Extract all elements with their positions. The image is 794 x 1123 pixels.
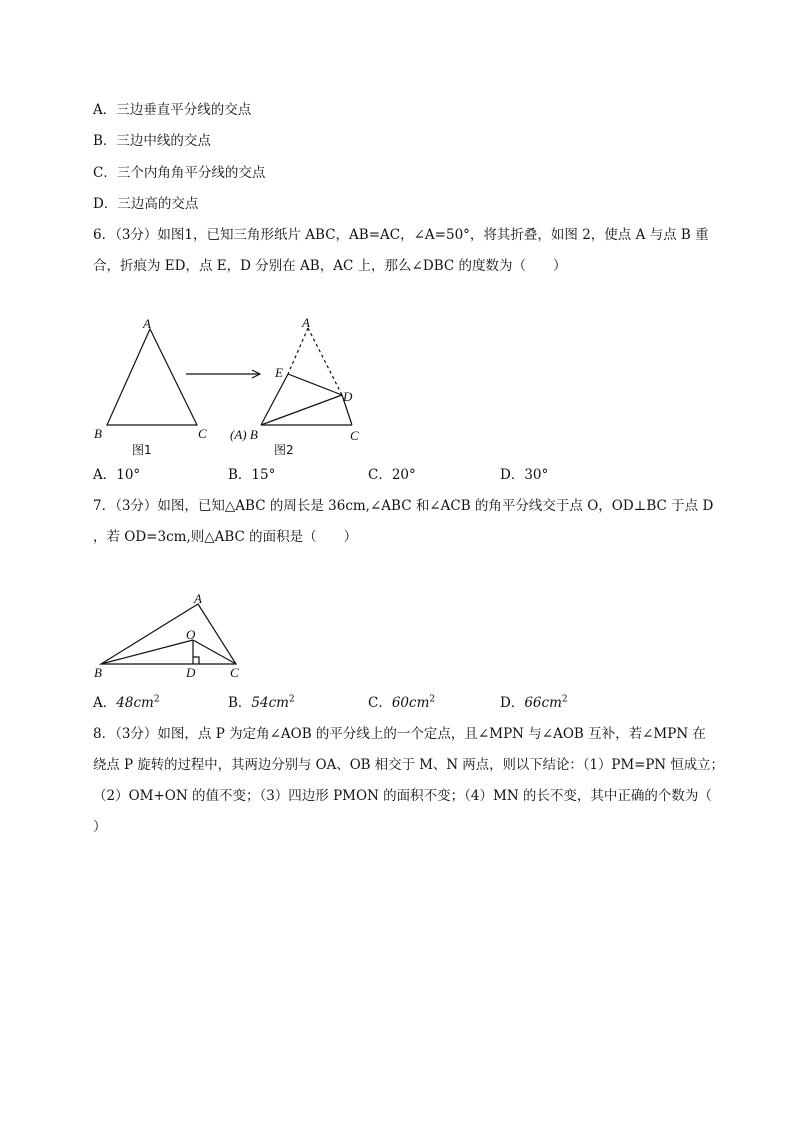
q6-option-d: D．30° bbox=[500, 467, 549, 483]
q7-stem-line1: 7．（3分）如图，已知△ABC 的周长是 36cm,∠ABC 和∠ACB 的角平分线交于点 O，OD⊥BC 于点 D bbox=[93, 498, 714, 514]
q6-figure1 bbox=[107, 329, 197, 425]
q7-option-a bbox=[93, 694, 160, 712]
option-prefix: D． bbox=[500, 695, 525, 711]
fig2-caption: 图2 bbox=[274, 443, 294, 457]
fig2-label-e: E bbox=[275, 365, 283, 380]
q7-option-c bbox=[368, 694, 435, 712]
q7-figure bbox=[101, 604, 236, 664]
fig2-label-c: C bbox=[350, 428, 359, 443]
option-value: 66 bbox=[524, 695, 542, 711]
fig2-bd bbox=[261, 395, 342, 425]
option-exponent: 2 bbox=[429, 694, 436, 705]
fig2-dashed-ae bbox=[288, 328, 308, 374]
fig2-label-a: A bbox=[302, 315, 310, 330]
q6-stem-line2: 合，折痕为 ED，点 E，D 分别在 AB，AC 上，那么∠DBC 的度数为（ ） bbox=[93, 258, 567, 274]
prev-option-c: C．三个内角角平分线的交点 bbox=[93, 165, 266, 181]
prev-option-a: A．三边垂直平分线的交点 bbox=[93, 102, 252, 118]
fig2-label-ab: (A) B bbox=[230, 427, 258, 442]
fig2-ed-crease bbox=[288, 374, 342, 395]
option-value: 54 bbox=[251, 695, 269, 711]
q7-label-c: C bbox=[230, 665, 239, 680]
q7-option-b bbox=[228, 694, 295, 712]
option-unit: cm bbox=[268, 695, 289, 711]
option-prefix: C． bbox=[368, 695, 392, 711]
q7-label-d: D bbox=[186, 665, 196, 680]
option-exponent: 2 bbox=[153, 694, 160, 705]
option-prefix: B． bbox=[228, 695, 252, 711]
q8-stem-line3: （2）OM+ON 的值不变；（3）四边形 PMON 的面积不变；（4）MN 的长不变，其中正确的个数为（ bbox=[93, 788, 712, 804]
option-exponent: 2 bbox=[288, 694, 295, 705]
fig1-label-b: B bbox=[94, 426, 102, 441]
fig2-label-d: D bbox=[343, 389, 353, 404]
q7-right-angle-mark bbox=[193, 657, 199, 664]
q7-label-a: A bbox=[194, 591, 202, 606]
option-value: 60 bbox=[391, 695, 410, 711]
fig1-triangle bbox=[107, 329, 197, 425]
q7-bo bbox=[101, 640, 193, 664]
q7-triangle bbox=[101, 604, 236, 664]
q7-stem-line2: ，若 OD=3cm,则△ABC 的面积是（ ） bbox=[93, 529, 358, 545]
q6-option-b: B．15° bbox=[228, 467, 276, 483]
fig1-label-c: C bbox=[198, 426, 207, 441]
q7-label-o: O bbox=[186, 627, 196, 642]
q8-stem-line4: ） bbox=[93, 819, 107, 835]
q6-stem-line1: 6．（3分）如图1，已知三角形纸片 ABC，AB=AC，∠A=50°，将其折叠，如图 2，使点 A 与点 B 重 bbox=[93, 227, 709, 243]
fig1-caption: 图1 bbox=[132, 443, 152, 457]
fig1-label-a: A bbox=[143, 316, 151, 331]
q8-stem-line1: 8．（3分）如图，点 P 为定角∠AOB 的平分线上的一个定点，且∠MPN 与∠AOB 互补，若∠MPN 在 bbox=[93, 726, 706, 742]
option-exponent: 2 bbox=[561, 694, 568, 705]
q7-option-d bbox=[500, 694, 568, 712]
prev-option-b: B．三边中线的交点 bbox=[93, 133, 211, 149]
fig2-dashed-ad bbox=[308, 328, 342, 395]
prev-option-d: D．三边高的交点 bbox=[93, 196, 199, 212]
option-value: 48 bbox=[116, 695, 134, 711]
q7-label-b: B bbox=[94, 665, 102, 680]
q6-option-a: A．10° bbox=[93, 467, 141, 483]
q6-arrow bbox=[186, 370, 260, 378]
option-unit: cm bbox=[133, 695, 154, 711]
option-prefix: A． bbox=[93, 695, 117, 711]
q6-option-c: C．20° bbox=[368, 467, 416, 483]
option-unit: cm bbox=[541, 695, 562, 711]
q8-stem-line2: 绕点 P 旋转的过程中，其两边分别与 OA、OB 相交于 M、N 两点，则以下结论：（1）PM=PN 恒成立； bbox=[93, 757, 724, 773]
option-unit: cm bbox=[409, 695, 430, 711]
